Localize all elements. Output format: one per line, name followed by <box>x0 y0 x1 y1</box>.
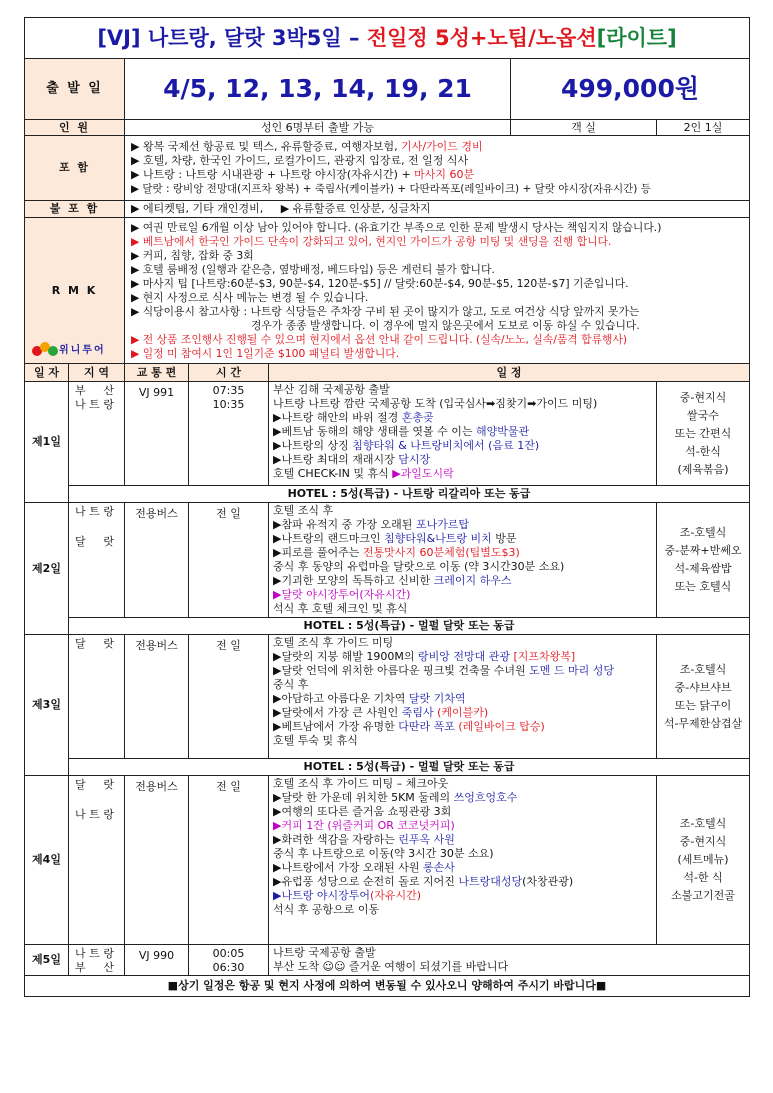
schedule-line: 중식 후 나트랑으로 이동(약 3시간 30분 소요) <box>273 847 494 860</box>
day-region <box>69 945 125 976</box>
schedule-line: 호텔 조식 후 가이드 미팅 <box>273 636 394 649</box>
region-name: 나 트 랑 <box>75 505 114 518</box>
day-time <box>189 635 269 759</box>
schedule-line: ▶달랏 한 가운데 위치한 5KM 둘레의 쓰엉흐엉호수 <box>273 791 518 804</box>
include-label: 포 함 <box>25 136 125 201</box>
title-prefix: [VJ] 나트랑, 달랏 3박5일 – <box>97 26 367 50</box>
day-label: 제2일 <box>25 503 69 635</box>
schedule-line: 호텔 투숙 및 휴식 <box>273 734 358 747</box>
schedule-line: ▶피로를 풀어주는 전통맛사지 60분체험(팁별도$3) <box>273 546 520 559</box>
day-transport: 전용버스 <box>125 503 189 618</box>
schedule-line: ▶나트랑 해안의 바위 절경 혼총곶 <box>273 411 434 424</box>
col-schedule: 일 정 <box>269 364 750 382</box>
day-schedule <box>269 503 657 618</box>
schedule-line: ▶베트남 동해의 해양 생태를 엿볼 수 이는 해양박물관 <box>273 425 530 438</box>
title-highlight: 전일정 5성+노팁/노옵션 <box>366 26 597 50</box>
title-bracket-open: [ <box>596 26 607 50</box>
time-value: 10:35 <box>212 398 245 411</box>
rmk-list <box>125 218 750 364</box>
meal-line: 중-샤브샤브 <box>674 680 732 694</box>
schedule-line: ▶베트남에서 가장 유명한 다딴라 폭포 (레일바이크 탑승) <box>273 720 545 733</box>
day-time <box>189 382 269 486</box>
meal-line: 석-무제한삼겹살 <box>663 716 743 730</box>
hotel-info: HOTEL : 5성(특급) - 멀펄 달랏 또는 동급 <box>69 759 750 776</box>
rmk-line: ▶ 현지 사정으로 식사 메뉴는 변경 될 수 있습니다. <box>131 290 369 304</box>
people-label: 인 원 <box>25 120 125 136</box>
meal-line: 또는 닭구이 <box>674 698 732 712</box>
meal-line: 쌀국수 <box>687 408 719 422</box>
schedule-line: 부산 김해 국제공항 출발 <box>273 383 390 396</box>
day-region <box>69 635 125 759</box>
day-meal <box>657 503 750 618</box>
rmk-label <box>25 218 125 364</box>
time-value: 전 일 <box>216 780 241 793</box>
rmk-line: ▶ 호텔 룸배정 (일행과 같은층, 옆방배정, 베드타입) 등은 게런티 불가 합니다. <box>131 262 495 276</box>
include-line: ▶ 호텔, 차량, 한국인 가이드, 로컬가이드, 관광지 입장료, 전 일정 식사 <box>131 154 469 167</box>
schedule-line: 호텔 조식 후 <box>273 504 334 517</box>
meal-line: 중-현지식 <box>679 390 727 404</box>
schedule-line: 중식 후 동양의 유럽마을 달랏으로 이동 (약 3시간30분 소요) <box>273 560 565 573</box>
schedule-line: ▶아담하고 아름다운 기차역 달랏 기차역 <box>273 692 466 705</box>
region-name: 달 랏 <box>75 535 114 548</box>
day-label: 제4일 <box>25 776 69 945</box>
region-name: 나 트 랑 <box>75 947 114 960</box>
departure-label: 출 발 일 <box>25 59 125 120</box>
meal-line: 조-호텔식 <box>679 526 727 539</box>
schedule-line: ▶나트랑의 랜드마크인 침향타워&나트랑 비치 방문 <box>273 532 517 545</box>
include-line: ▶ 왕복 국제선 항공료 및 텍스, 유류할증료, 여행자보험, 기사/가이드 경비 <box>131 140 483 153</box>
day-time <box>189 503 269 618</box>
days-body <box>25 382 750 976</box>
exclude-item: ▶ 유류할증료 인상분, 싱글차지 <box>280 202 431 215</box>
meal-line: 중-분짜+반쎄오 <box>664 544 742 557</box>
people-value: 성인 6명부터 출발 가능 <box>125 120 511 136</box>
schedule-line: ▶나트랑 야시장투어(자유시간) <box>273 889 422 902</box>
region-name: 부 산 <box>75 384 114 397</box>
rmk-line: ▶ 베트남에서 한국인 가이드 단속이 강화되고 있어, 현지인 가이드가 공항 미팅 및 샌딩을 진행 합니다. <box>131 234 612 248</box>
schedule-line: ▶기괴한 모양의 독특하고 신비한 크레이지 하우스 <box>273 574 512 587</box>
schedule-line: ▶달랏의 지붕 해발 1900M의 랑비앙 전망대 관광 [지프차왕복] <box>273 650 576 663</box>
meal-line: 석-한식 <box>685 444 721 458</box>
schedule-line: ▶달랏에서 가장 큰 사원인 죽림사 (케이블카) <box>273 706 489 719</box>
day-region <box>69 776 125 945</box>
schedule-line: ▶달랏 야시장투어(자유시간) <box>273 588 411 601</box>
day-row <box>25 776 750 945</box>
rmk-line: ▶ 전 상품 조인행사 진행될 수 있으며 현지에서 옵션 안내 같이 드립니다. (실속/노노, 실속/품격 합류행사) <box>131 332 628 346</box>
meal-line: 조-호텔식 <box>679 817 727 830</box>
schedule-line: ▶나트랑의 상징 침향타워 & 나트랑비치에서 (음료 1잔) <box>273 439 540 452</box>
region-name: 나 트 랑 <box>75 398 114 411</box>
rmk-line: 경우가 종종 발생합니다. 이 경우에 멀지 않은곳에서 도보로 이동 하실 수 있습니다. <box>251 318 640 332</box>
schedule-line: ▶유럽풍 성당으로 순전히 돌로 지어진 나트랑대성당(차창관광) <box>273 875 574 888</box>
rmk-line: ▶ 여권 만료일 6개월 이상 남아 있어야 합니다. (유효기간 부족으로 인한 문제 발생시 당사는 책임지지 않습니다.) <box>131 220 662 234</box>
region-name: 달 랏 <box>75 637 114 650</box>
hotel-info: HOTEL : 5성(특급) - 멀펄 달랏 또는 동급 <box>69 618 750 635</box>
day-row <box>25 635 750 759</box>
schedule-header-row <box>25 364 750 382</box>
day-row <box>25 945 750 976</box>
region-name: 부 산 <box>75 961 114 974</box>
schedule-line: ▶나트랑 최대의 재래시장 담시장 <box>273 453 431 466</box>
room-value: 2인 1실 <box>657 120 750 136</box>
rmk-label-text: R M K <box>51 283 98 297</box>
day-meal <box>657 382 750 486</box>
schedule-line: ▶커피 1잔 (위즐커피 OR 코코넛커피) <box>273 819 455 832</box>
schedule-line: 석식 후 호텔 체크인 및 휴식 <box>273 602 408 615</box>
meal-line: 중-현지식 <box>679 835 727 848</box>
day-transport: VJ 990 <box>125 945 189 976</box>
include-line: ▶ 달랏 : 랑비앙 전망대(지프차 왕복) + 죽림사(케이블카) + 다딴라폭포(레일바이크) + 달랏 야시장(자유시간) 등 <box>131 183 651 195</box>
col-region: 지 역 <box>69 364 125 382</box>
schedule-line: 호텔 조식 후 가이드 미팅 – 체크아웃 <box>273 777 449 790</box>
rmk-line: ▶ 식당이용시 참고사항 : 나트랑 식당들은 주차장 구비 된 곳이 많지가 않고, 도로 여건상 식당 앞까지 못가는 <box>131 304 640 318</box>
exclude-list <box>125 201 750 218</box>
svg-text:위니투어: 위니투어 <box>59 345 106 356</box>
region-name: 나 트 랑 <box>75 808 114 821</box>
day-time <box>189 776 269 945</box>
title-bracket-close: ] <box>667 26 677 50</box>
day-schedule <box>269 945 750 976</box>
day-transport: VJ 991 <box>125 382 189 486</box>
col-transport: 교 통 편 <box>125 364 189 382</box>
day-label: 제1일 <box>25 382 69 503</box>
schedule-line: ▶화려한 색감을 자랑하는 린푸옥 사원 <box>273 833 455 846</box>
exclude-label: 불 포 함 <box>25 201 125 218</box>
departure-dates: 4/5, 12, 13, 14, 19, 21 <box>125 59 511 120</box>
exclude-item: ▶ 에티켓팁, 기타 개인경비, <box>131 202 264 215</box>
schedule-line: 부산 도착 ☺☺ 즐거운 여행이 되셨기를 바랍니다 <box>273 960 509 973</box>
schedule-line: 나트랑 국제공항 출발 <box>273 946 376 959</box>
region-name: 달 랏 <box>75 778 114 791</box>
hotel-row <box>25 618 750 635</box>
meal-line: 조-호텔식 <box>679 662 727 676</box>
tour-price: 499,000원 <box>511 59 750 120</box>
time-value: 전 일 <box>216 507 241 520</box>
schedule-line: ▶나트랑에서 가장 오래된 사원 롱손사 <box>273 861 455 874</box>
time-value: 전 일 <box>216 639 241 652</box>
day-region <box>69 382 125 486</box>
footer-note: ■상기 일정은 항공 및 현지 사정에 의하여 변동될 수 있사오니 양해하여 주시기 바랍니다■ <box>25 976 750 997</box>
meal-line: 석-제육쌈밥 <box>674 562 732 575</box>
hotel-row <box>25 759 750 776</box>
day-label: 제5일 <box>25 945 69 976</box>
meal-line: 또는 간편식 <box>674 426 732 440</box>
rmk-line: ▶ 마사지 팁 [나트랑:60분-$3, 90분-$4, 120분-$5] // 달랏:60분-$4, 90분-$5, 120분-$7] 기준입니다. <box>131 276 629 290</box>
day-meal <box>657 776 750 945</box>
meal-line: (제육볶음) <box>677 462 729 476</box>
time-value: 00:05 <box>212 947 245 960</box>
schedule-line: ▶달랏 언덕에 위치한 아름다운 핑크빛 건축물 수녀원 도멘 드 마리 성당 <box>273 664 614 677</box>
title-edition: 라이트 <box>606 26 668 50</box>
schedule-line: 중식 후 <box>273 678 309 691</box>
day-transport: 전용버스 <box>125 776 189 945</box>
itinerary-table <box>24 17 750 997</box>
include-line: ▶ 나트랑 : 나트랑 시내관광 + 나트랑 야시장(자유시간) + 마사지 60분 <box>131 168 475 181</box>
hotel-row <box>25 486 750 503</box>
day-label: 제3일 <box>25 635 69 776</box>
schedule-line: ▶참파 유적지 중 가장 오래된 포나가르탑 <box>273 518 469 531</box>
time-value: 06:30 <box>212 961 245 974</box>
col-day: 일 자 <box>25 364 69 382</box>
schedule-line: 호텔 CHECK-IN 및 휴식 ▶과일도시락 <box>273 467 454 480</box>
day-row <box>25 382 750 486</box>
rmk-line: ▶ 일정 미 참여시 1인 1일기준 $100 패널티 발생합니다. <box>131 346 400 360</box>
day-schedule <box>269 776 657 945</box>
room-label: 객 실 <box>511 120 657 136</box>
day-meal <box>657 635 750 759</box>
day-region <box>69 503 125 618</box>
itinerary-sheet <box>24 17 749 997</box>
schedule-line: 나트랑 나트랑 깜란 국제공항 도착 (입국심사➡짐찾기➡가이드 미팅) <box>273 397 598 410</box>
col-time: 시 간 <box>189 364 269 382</box>
day-transport: 전용버스 <box>125 635 189 759</box>
schedule-line: 석식 후 공항으로 이동 <box>273 903 380 916</box>
day-schedule <box>269 382 657 486</box>
rmk-line: ▶ 커피, 침향, 잡화 중 3회 <box>131 248 254 262</box>
include-list <box>125 136 750 201</box>
meal-line: 소불고기전골 <box>671 889 735 902</box>
schedule-line: ▶여행의 또다른 즐거움 쇼핑관광 3회 <box>273 805 452 818</box>
hotel-info: HOTEL : 5성(특급) - 나트랑 리갈리아 또는 동급 <box>69 486 750 503</box>
winitour-logo <box>31 337 106 359</box>
day-row <box>25 503 750 618</box>
meal-line: 또는 호텔식 <box>674 580 732 593</box>
page-title <box>25 18 750 59</box>
day-schedule <box>269 635 657 759</box>
time-value: 07:35 <box>212 384 245 397</box>
meal-line: (세트메뉴) <box>677 853 729 866</box>
day-time <box>189 945 269 976</box>
meal-line: 석-한 식 <box>683 871 723 884</box>
